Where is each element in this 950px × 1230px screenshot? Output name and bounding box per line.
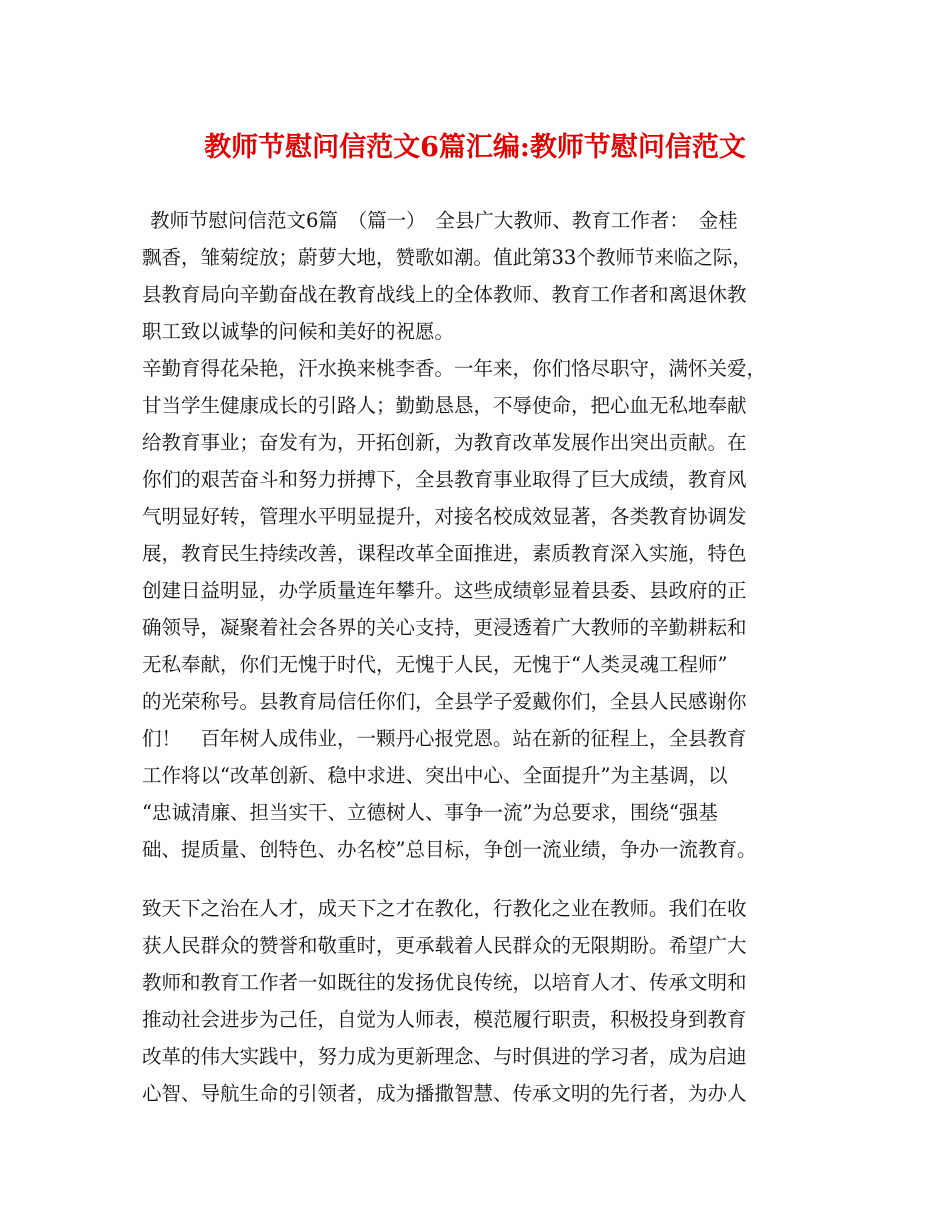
text-line: 甘当学生健康成长的引路人；勤勤恳恳，不辱使命，把心血无私地奉献 — [142, 394, 747, 417]
text-line: 推动社会进步为己任，自觉为人师表，模范履行职责，积极投身到教育 — [142, 1008, 747, 1031]
text-line: 工作将以“改革创新、稳中求进、突出中心、全面提升”为主基调，以 — [142, 764, 728, 787]
text-line: 创建日益明显，办学质量连年攀升。这些成绩彰显着县委、县政府的正 — [142, 579, 747, 602]
text-line: 你们的艰苦奋斗和努力拼搏下，全县教育事业取得了巨大成绩，教育风 — [142, 468, 747, 491]
text-line: 础、提质量、创特色、办名校”总目标，争创一流业绩，争办一流教育。 — [142, 838, 757, 861]
text-line: 县教育局向辛勤奋战在教育战线上的全体教师、教育工作者和离退休教 — [142, 283, 747, 306]
document-title: 教师节慰问信范文6篇汇编:教师节慰问信范文 — [204, 132, 746, 163]
body-paragraph-block-1 — [142, 202, 828, 868]
text-line: 致天下之治在人才，成天下之才在教化，行教化之业在教师。我们在收 — [142, 897, 747, 920]
text-line: 改革的伟大实践中，努力成为更新理念、与时俱进的学习者，成为启迪 — [142, 1045, 747, 1068]
text-line: 心智、导航生命的引领者，成为播撒智慧、传承文明的先行者，为办人 — [142, 1082, 747, 1105]
text-line: 给教育事业；奋发有为，开拓创新，为教育改革发展作出突出贡献。在 — [142, 431, 747, 454]
text-line: 确领导，凝聚着社会各界的关心支持，更浸透着广大教师的辛勤耕耘和 — [142, 616, 747, 639]
text-line: 职工致以诚挚的问候和美好的祝愿。 — [142, 320, 455, 343]
text-line: 教师和教育工作者一如既往的发扬优良传统，以培育人才、传承文明和 — [142, 971, 747, 994]
text-line: 的光荣称号。县教育局信任你们，全县学子爱戴你们，全县人民感谢你 — [142, 690, 747, 713]
text-line: 们！ 百年树人成伟业，一颗丹心报党恩。站在新的征程上，全县教育 — [142, 727, 747, 750]
text-line: 飘香，雏菊绽放；蔚萝大地，赞歌如潮。值此第33个教师节来临之际， — [142, 246, 752, 269]
text-line: 展，教育民生持续改善，课程改革全面推进，素质教育深入实施，特色 — [142, 542, 747, 565]
text-line: 教师节慰问信范文6篇 （篇一） 全县广大教师、教育工作者： 金桂 — [150, 209, 738, 232]
text-line: 无私奉献，你们无愧于时代，无愧于人民，无愧于“人类灵魂工程师” — [142, 653, 728, 676]
text-line: 气明显好转，管理水平明显提升，对接名校成效显著，各类教育协调发 — [142, 505, 747, 528]
body-paragraph-block-2 — [142, 890, 828, 1112]
text-line: “忠诚清廉、担当实干、立德树人、事争一流”为总要求，围绕“强基 — [142, 801, 718, 824]
text-line: 辛勤育得花朵艳，汗水换来桃李香。一年来，你们恪尽职守，满怀关爱， — [142, 357, 767, 380]
text-line: 获人民群众的赞誉和敬重时，更承载着人民群众的无限期盼。希望广大 — [142, 934, 747, 957]
